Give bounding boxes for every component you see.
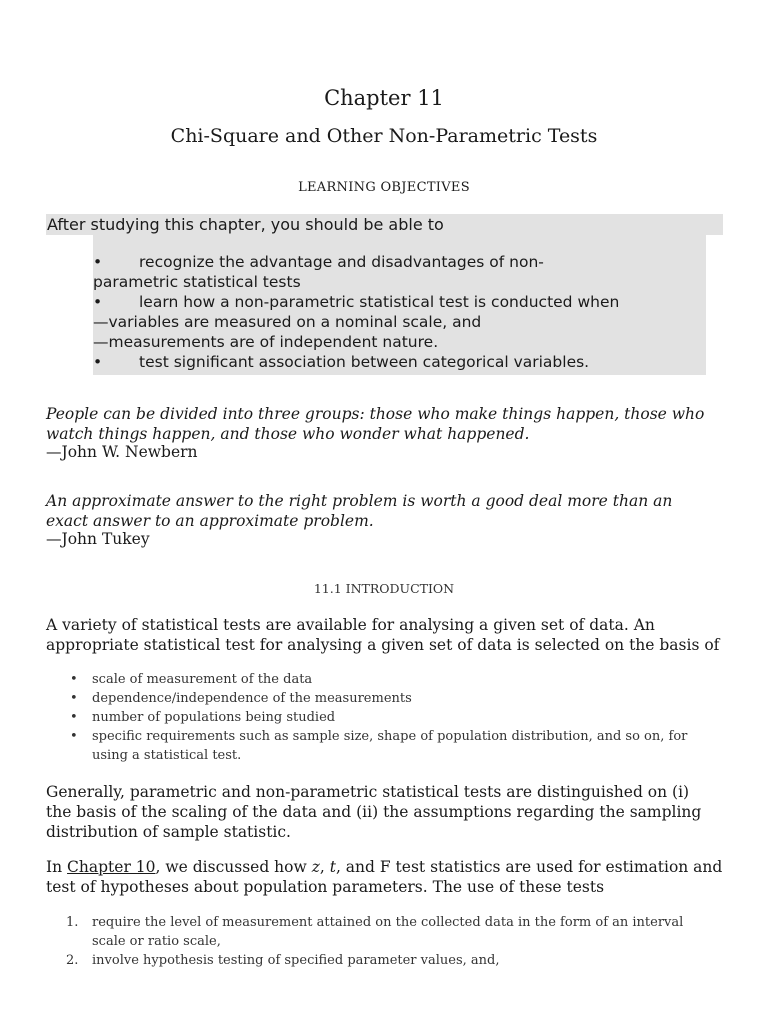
- chapter-10-link[interactable]: Chapter 10: [67, 858, 156, 876]
- bullet-icon: •: [70, 672, 78, 687]
- numbered-list: [46, 913, 726, 970]
- item-number: 2.: [66, 953, 79, 968]
- item-number: 1.: [66, 915, 79, 930]
- paragraph-line: the basis of the scaling of the data and (ii) the assumptions regarding the sampling: [46, 803, 702, 821]
- learning-objectives-list: [93, 235, 706, 375]
- paragraph-line: Generally, parametric and non-parametric statistical tests are distinguished on (i): [46, 783, 690, 801]
- objective-text: test significant association between categorical variables.: [139, 353, 590, 371]
- list-item-text: number of populations being studied: [92, 710, 336, 725]
- list-item: [46, 708, 726, 727]
- quote-line: exact answer to an approximate problem.: [46, 512, 374, 530]
- chapter-title: Chapter 11: [324, 86, 444, 110]
- list-item: [46, 727, 726, 746]
- list-item-text: specific requirements such as sample size, shape of population distribution, and so on, for: [92, 729, 688, 744]
- text-fragment: In: [46, 858, 68, 876]
- quote-author: —John Tukey: [46, 530, 150, 548]
- paragraph-line: distribution of sample statistic.: [46, 823, 291, 841]
- list-item-continued: using a statistical test.: [92, 748, 242, 763]
- chapter-subtitle: Chi-Square and Other Non-Parametric Tests: [170, 125, 598, 147]
- quote-text: [46, 491, 736, 531]
- quote-line: watch things happen, and those who wonder what happened.: [46, 425, 530, 443]
- body-paragraph: [46, 782, 736, 842]
- paragraph-line: test of hypotheses about population parameters. The use of these tests: [46, 878, 605, 896]
- section-heading: 11.1 INTRODUCTION: [313, 581, 455, 596]
- paragraph-line: A variety of statistical tests are available for analysing a given set of data. An: [46, 616, 655, 634]
- bullet-icon: •: [70, 729, 78, 744]
- paragraph-line: appropriate statistical test for analysing a given set of data is selected on the basis of: [46, 636, 720, 654]
- z-symbol: z: [311, 858, 320, 876]
- objective-text: recognize the advantage and disadvantages of non-: [139, 253, 544, 271]
- paragraph-line: [46, 857, 736, 877]
- criteria-list: [46, 670, 726, 765]
- quote-line: An approximate answer to the right problem is worth a good deal more than an: [46, 492, 673, 510]
- bullet-icon: •: [93, 293, 103, 311]
- objective-subitem: —measurements are of independent nature.: [93, 333, 439, 351]
- learning-objectives-heading: LEARNING OBJECTIVES: [298, 180, 470, 195]
- numbered-item: [46, 951, 726, 970]
- learning-objectives-intro: After studying this chapter, you should be able to: [46, 214, 723, 235]
- numbered-item: [46, 913, 726, 932]
- body-paragraph: [46, 857, 736, 897]
- text-fragment: , and F test statistics are used for estimation and: [335, 858, 723, 876]
- numbered-item-continued: scale or ratio scale,: [92, 934, 221, 949]
- item-text: require the level of measurement attained on the collected data in the form of an interval: [92, 915, 684, 930]
- quote-line: People can be divided into three groups: those who make things happen, those who: [46, 405, 705, 423]
- item-text: involve hypothesis testing of specified parameter values, and,: [92, 953, 500, 968]
- list-item: [46, 689, 726, 708]
- objective-subitem: —variables are measured on a nominal scale, and: [93, 313, 482, 331]
- quote-author: —John W. Newbern: [46, 443, 198, 461]
- list-item-text: scale of measurement of the data: [92, 672, 313, 687]
- bullet-icon: •: [93, 353, 103, 371]
- intro-paragraph: [46, 615, 736, 655]
- list-item: [46, 670, 726, 689]
- bullet-icon: •: [70, 691, 78, 706]
- objective-text: learn how a non-parametric statistical test is conducted when: [139, 293, 620, 311]
- bullet-icon: •: [70, 710, 78, 725]
- text-fragment: , we discussed how: [155, 858, 312, 876]
- list-item-text: dependence/independence of the measurements: [92, 691, 412, 706]
- bullet-icon: •: [93, 253, 103, 271]
- quote-text: [46, 404, 736, 444]
- text-fragment: ,: [319, 858, 330, 876]
- objective-text-continued: parametric statistical tests: [93, 273, 301, 291]
- t-symbol: t: [329, 858, 336, 876]
